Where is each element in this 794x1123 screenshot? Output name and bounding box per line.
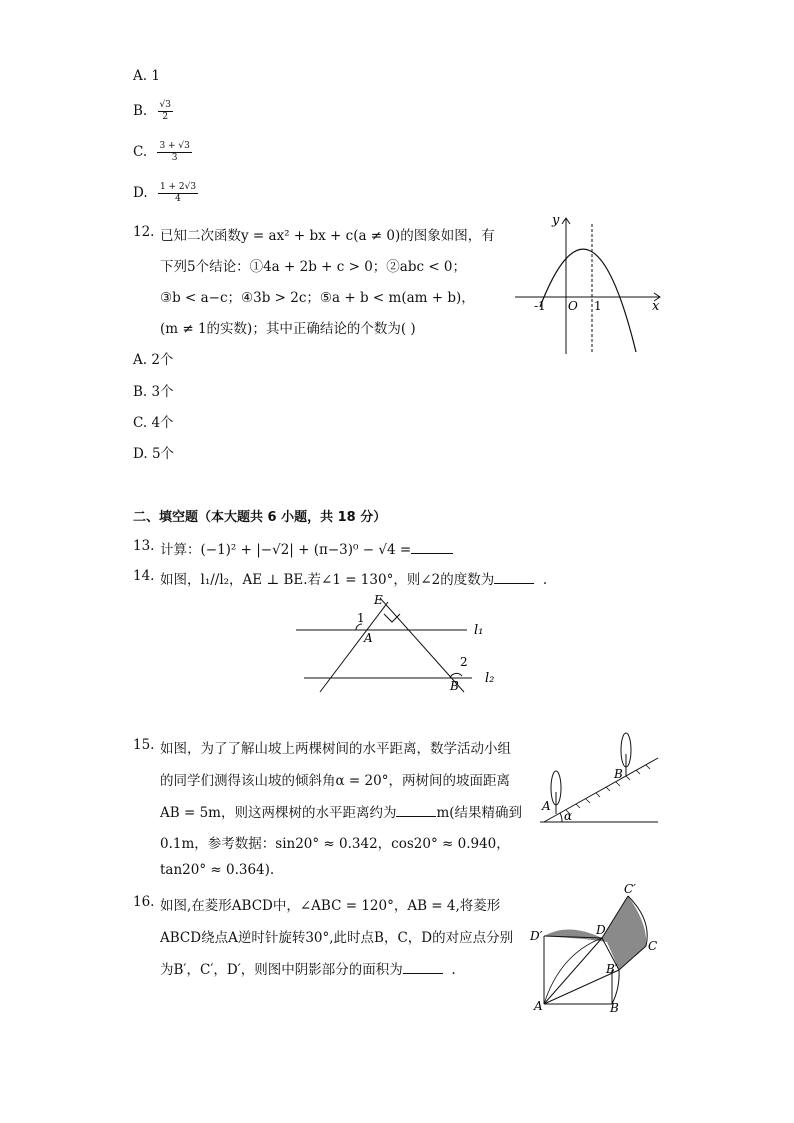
- angle-2-label: 2: [460, 655, 468, 669]
- q15-line-5: tan20° ≈ 0.364).: [160, 862, 275, 878]
- point-a-label: A: [542, 799, 551, 813]
- q14-text: 如图，l₁//l₂，AE ⊥ BE.若∠1 = 130°，则∠2的度数为 .: [160, 572, 548, 588]
- y-label: y: [552, 213, 560, 228]
- q12-number: 12.: [133, 224, 155, 240]
- answer-blank[interactable]: [403, 973, 443, 974]
- q12-option-d: D. 5个: [133, 446, 175, 462]
- q12-line-4: (m ≠ 1的实数)；其中正确结论的个数为( ): [160, 321, 416, 337]
- point-a-label: A: [534, 999, 543, 1013]
- q14-number: 14.: [133, 568, 155, 584]
- fraction: $\frac{1 + 2√3}{4}$: [159, 182, 197, 204]
- one-label: 1: [594, 299, 602, 313]
- q12-option-c: C. 4个: [133, 415, 174, 431]
- q12-option-b: B. 3个: [133, 384, 174, 400]
- origin-label: O: [568, 299, 578, 313]
- q13-text: 计算：(−1)² + |−√2| + (π−3)⁰ − √4 =: [160, 538, 453, 558]
- slope-hatching: [566, 765, 650, 814]
- q12-parabola-figure: [510, 212, 670, 358]
- q15-line-2: 的同学们测得该山坡的倾斜角α = 20°，两树间的坡面距离: [160, 773, 510, 789]
- answer-blank[interactable]: [494, 583, 534, 584]
- q16-rhombus-figure: [528, 884, 664, 1016]
- l2-label: l₂: [485, 671, 495, 686]
- q11-option-b: B. $\frac{√3}{2}$: [133, 100, 171, 122]
- segment-ad: [544, 938, 602, 1004]
- point-a-label: A: [364, 631, 373, 645]
- point-b-label: B: [614, 767, 623, 781]
- q12-line-2: 下列5个结论：①4a + 2b + c > 0；②abc < 0；: [160, 259, 467, 275]
- section-2-title: 二、填空题（本大题共 6 小题，共 18 分）: [133, 510, 387, 525]
- alpha-label: α: [564, 809, 573, 823]
- point-b-label: B: [450, 679, 459, 693]
- q12-line-1: 已知二次函数y = ax² + bx + c(a ≠ 0)的图象如图，有: [160, 228, 495, 244]
- angle-1-label: 1: [357, 611, 365, 625]
- q15-line-3: AB = 5m，则这两棵树的水平距离约为 m(结果精确到: [160, 805, 523, 821]
- q13-number: 13.: [133, 538, 155, 554]
- q16-number: 16.: [133, 894, 155, 910]
- fraction: $\frac{√3}{2}$: [159, 100, 171, 122]
- q11-option-d: D. $\frac{1 + 2√3}{4}$: [133, 182, 197, 204]
- point-b-prime-label: B′: [606, 962, 618, 976]
- answer-blank[interactable]: [396, 816, 436, 817]
- alpha-arc: [560, 813, 562, 822]
- q16-line-1: 如图,在菱形ABCD中，∠ABC = 120°，AB = 4,将菱形: [160, 898, 501, 914]
- q15-slope-figure: [536, 728, 662, 828]
- q11-option-a: A. 1: [133, 68, 160, 84]
- fraction: $\frac{3 + √3}{3}$: [159, 141, 190, 163]
- q12-line-3: ③b < a−c；④3b > 2c；⑤a + b < m(am + b)，: [160, 290, 475, 306]
- point-b-label: B: [610, 1001, 619, 1015]
- point-e-label: E: [374, 593, 383, 607]
- q11-option-c: C. $\frac{3 + √3}{3}$: [133, 141, 190, 163]
- q12-option-a: A. 2个: [133, 352, 174, 368]
- point-d-prime-label: D′: [530, 929, 543, 943]
- x-label: x: [652, 299, 660, 314]
- q15-number: 15.: [133, 737, 155, 753]
- q15-line-4: 0.1m，参考数据：sin20° ≈ 0.342，cos20° ≈ 0.940，: [160, 836, 510, 852]
- answer-blank[interactable]: [411, 553, 453, 554]
- q16-line-3: 为B′，C′，D′，则图中阴影部分的面积为 .: [160, 962, 456, 978]
- angle-2-arc: [450, 673, 462, 678]
- parabola-curve: [540, 249, 636, 352]
- q16-line-2: ABCD绕点A逆时针旋转30°,此时点B，C，D的对应点分别: [160, 930, 514, 946]
- point-c-label: C: [648, 939, 658, 953]
- neg-one-label: -1: [534, 299, 546, 313]
- l1-label: l₁: [474, 623, 484, 638]
- point-c-prime-label: C′: [624, 884, 636, 896]
- point-d-label: D: [596, 923, 606, 937]
- q15-line-1: 如图，为了了解山坡上两棵树间的水平距离，数学活动小组: [160, 741, 511, 757]
- q14-parallel-lines-figure: [292, 590, 512, 695]
